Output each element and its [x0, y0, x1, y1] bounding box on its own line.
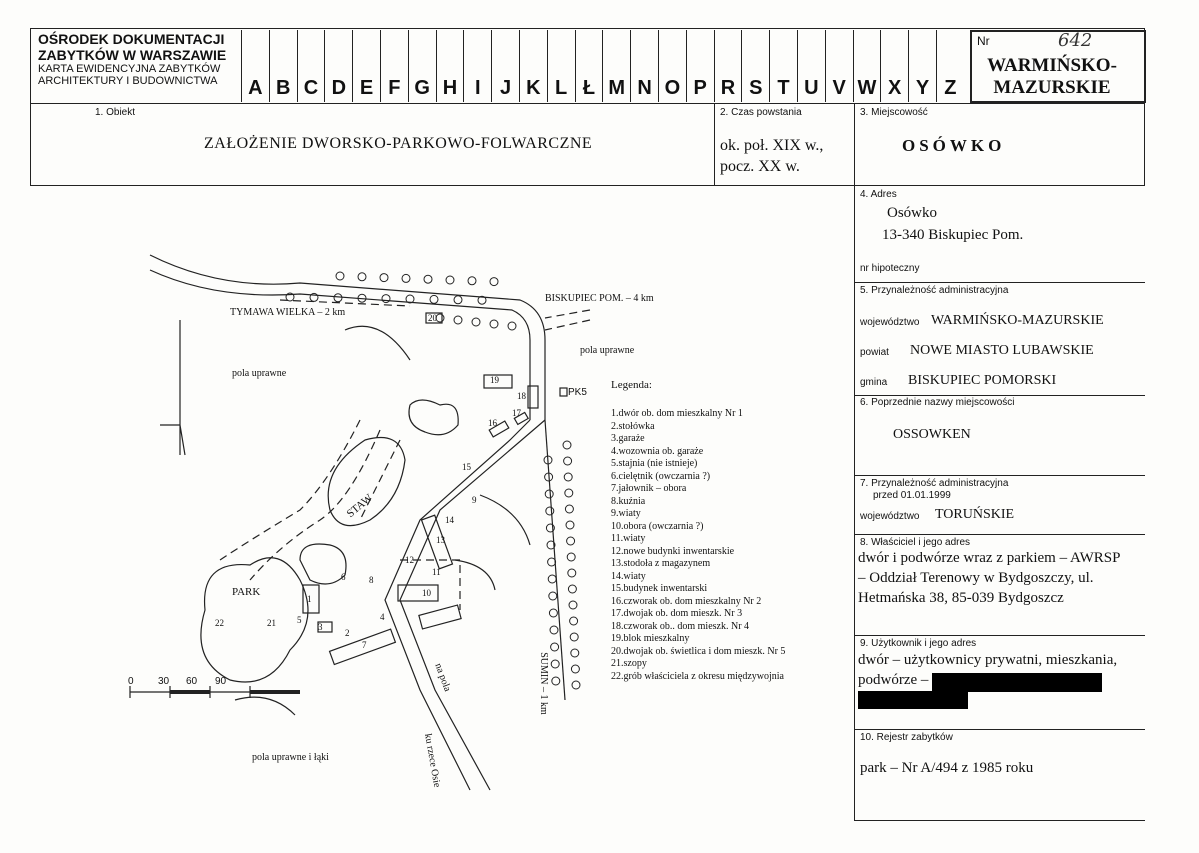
building-number-11: 11 [432, 567, 441, 577]
powiat-value: NOWE MIASTO LUBAWSKIE [910, 343, 1094, 358]
index-letter-P [686, 30, 714, 102]
index-letter-H [436, 30, 464, 102]
legend-item: 1.dwór ob. dom mieszkalny Nr 1 [611, 408, 743, 419]
index-letter-text: A [248, 77, 263, 99]
adres-label: 4. Adres [860, 189, 897, 200]
index-letter-D [324, 30, 352, 102]
tree-marker [571, 665, 579, 673]
legend-item: 8.kuźnia [611, 495, 646, 507]
index-letter-J [491, 30, 519, 102]
divider-9 [854, 635, 1145, 636]
legend-item: 18.czworak ob.. dom mieszk. Nr 4 [611, 620, 750, 632]
building-number-4: 4 [380, 612, 385, 622]
scale-label: 30 [158, 676, 170, 687]
index-letter-V [825, 30, 853, 102]
legend-item: 11.wiaty [611, 533, 646, 544]
index-letter-text: R [720, 77, 736, 99]
header-col-divider-2 [854, 103, 855, 186]
tree-marker [490, 278, 498, 286]
index-letter-Y [908, 30, 936, 102]
index-letter-text: L [555, 77, 568, 99]
wojewodztwo-label: województwo [860, 317, 920, 328]
tree-marker [454, 296, 462, 304]
czas-line1: ok. poł. XIX w., [720, 137, 824, 154]
divider-6 [854, 395, 1145, 396]
tree-marker [567, 537, 575, 545]
index-letter-Ł [575, 30, 603, 102]
adres-line1: Osówko [887, 205, 938, 221]
uzytkownik-line1: dwór – użytkownicy prywatni, mieszkania, [858, 652, 1118, 668]
rejestr-label: 10. Rejestr zabytków [860, 732, 953, 743]
tree-marker [430, 295, 438, 303]
nr-value: 642 [1058, 30, 1093, 51]
przynaleznosc-label: 5. Przynależność administracyjna [860, 285, 1009, 296]
building-number-12: 12 [405, 555, 414, 565]
card-subtitle [38, 63, 243, 87]
road-tymawa [150, 255, 545, 420]
index-letter-text: F [388, 77, 401, 99]
index-letter-S [741, 30, 769, 102]
index-letter-text: X [888, 77, 902, 99]
tree-marker [572, 681, 580, 689]
tree-marker [548, 575, 556, 583]
tree-marker [358, 273, 366, 281]
pola-right-label: pola uprawne [580, 345, 635, 356]
index-letter-text: P [693, 77, 707, 99]
przed1999-label1: 7. Przynależność administracyjna [860, 478, 1009, 489]
card-subtitle-line1: KARTA EWIDENCYJNA ZABYTKÓW [38, 63, 221, 75]
pond [328, 438, 405, 526]
obiekt-value: ZAŁOŻENIE DWORSKO-PARKOWO-FOLWARCZNE [204, 135, 593, 152]
building-10 [419, 605, 461, 629]
tree-marker [565, 489, 573, 497]
tree-marker [436, 314, 444, 322]
tree-marker [564, 473, 572, 481]
index-letter-text: Ł [582, 77, 596, 99]
road-na-pola-label: na pola [432, 661, 453, 694]
tree-marker [551, 660, 559, 668]
legend-item: 12.nowe budynki inwentarskie [611, 545, 735, 557]
building-number-3: 3 [318, 622, 323, 632]
index-letter-text: V [832, 77, 846, 99]
tree-marker [380, 274, 388, 282]
legend-item: 7.jałownik – obora [611, 483, 687, 494]
building-number-14: 14 [445, 515, 454, 525]
tree-marker [549, 592, 557, 600]
legend-item: 21.szopy [611, 658, 647, 669]
index-letter-W [853, 30, 881, 102]
wlasciciel-line2: – Oddział Terenowy w Bydgoszczy, ul. [858, 570, 1094, 586]
index-letter-text: H [442, 77, 458, 99]
poprzednie-label: 6. Poprzednie nazwy miejscowości [860, 397, 1015, 408]
index-letter-text: B [275, 77, 291, 99]
legend-item: 16.czworak ob. dom mieszkalny Nr 2 [611, 595, 762, 607]
tree-marker [402, 274, 410, 282]
building-number-5: 5 [297, 615, 302, 625]
powiat-label: powiat [860, 347, 889, 358]
adres-line2: 13-340 Biskupiec Pom. [882, 227, 1024, 243]
building-number-18: 18 [517, 391, 526, 401]
legend-item: 2.stołówka [611, 420, 655, 432]
wlasciciel-label: 8. Właściciel i jego adres [860, 537, 971, 548]
tree-marker [545, 490, 553, 498]
building-number-13: 13 [436, 535, 445, 545]
alphabet-index [241, 30, 964, 102]
legend-item: 15.budynek inwentarski [611, 583, 708, 594]
road-osa-label: ku rzece Osie [422, 732, 443, 789]
wlasciciel-line3: Hetmańska 38, 85-039 Bydgoszcz [858, 590, 1064, 606]
tree-marker [546, 507, 554, 515]
tree-marker [508, 322, 516, 330]
index-letter-text: O [664, 77, 681, 99]
miejscowosc-label: 3. Miejscowość [860, 107, 928, 118]
czas-label: 2. Czas powstania [720, 107, 802, 118]
index-letter-text: E [359, 77, 374, 99]
tree-marker [564, 457, 572, 465]
tree-marker [334, 294, 342, 302]
legend-title: Legenda: [611, 379, 652, 391]
gmina-label: gmina [860, 377, 888, 388]
index-letter-Z [936, 30, 964, 102]
index-letter-A [241, 30, 269, 102]
legend-item: 6.cielętnik (owczarnia ?) [611, 470, 711, 482]
tree-marker [549, 609, 557, 617]
index-letter-B [269, 30, 297, 102]
rejestr-value: park – Nr A/494 z 1985 roku [860, 760, 1034, 776]
right-column-bottom [854, 820, 1145, 821]
building-number-22: 22 [215, 618, 224, 628]
legend-item: 20.dwojak ob. świetlica i dom mieszk. Nr 5 [611, 645, 786, 657]
index-letter-I [463, 30, 491, 102]
tree-marker [567, 553, 575, 561]
tree-marker [550, 626, 558, 634]
uzytkownik-label: 9. Użytkownik i jego adres [860, 638, 977, 649]
redaction-bar-2 [858, 691, 968, 709]
scale-label: 0 [128, 676, 134, 687]
park-label: PARK [232, 586, 261, 598]
building-number-10: 10 [422, 588, 431, 598]
index-letter-O [658, 30, 686, 102]
header-col-divider-1 [714, 103, 715, 186]
building-number-16: 16 [488, 418, 497, 428]
tree-marker [382, 295, 390, 303]
tree-marker [566, 521, 574, 529]
divider-5 [854, 282, 1145, 283]
index-letter-text: K [526, 77, 541, 99]
przed1999-woj-value: TORUŃSKIE [935, 507, 1015, 522]
nr-hipoteczny-label: nr hipoteczny [860, 263, 920, 274]
gmina-value: BISKUPIEC POMORSKI [908, 373, 1057, 388]
index-letter-text: G [414, 77, 430, 99]
index-letter-F [380, 30, 408, 102]
building-12 [398, 585, 438, 601]
tree-marker [570, 633, 578, 641]
card-subtitle-line2: ARCHITEKTURY I BUDOWNICTWA [38, 75, 218, 87]
pk5 [560, 388, 567, 396]
institution-title-line2: ZABYTKÓW W WARSZAWIE [38, 47, 227, 63]
index-letter-K [519, 30, 547, 102]
divider-10 [854, 729, 1145, 730]
redaction-bar-1 [932, 673, 1102, 692]
region-line1: WARMIŃSKO- [987, 55, 1117, 76]
legend-item: 5.stajnia (nie istnieje) [611, 458, 698, 469]
index-letter-L [547, 30, 575, 102]
index-letter-text: M [608, 77, 626, 99]
road-biskupiec-label: BISKUPIEC POM. – 4 km [545, 293, 654, 304]
tree-marker [568, 569, 576, 577]
tree-marker [454, 316, 462, 324]
index-letter-text: Z [944, 77, 957, 99]
index-letter-R [714, 30, 742, 102]
obiekt-label: 1. Obiekt [95, 107, 136, 118]
index-letter-M [602, 30, 630, 102]
region-name [972, 55, 1132, 99]
wojewodztwo-value: WARMIŃSKO-MAZURSKIE [931, 313, 1104, 328]
legend-item: 22.grób właściciela z okresu międzywojnia [611, 670, 784, 682]
region-line2: MAZURSKIE [993, 77, 1111, 98]
index-letter-text: D [331, 77, 347, 99]
building-number-15: 15 [462, 462, 471, 472]
index-letter-text: I [474, 77, 481, 99]
building-number-19: 19 [490, 375, 499, 385]
index-letter-T [769, 30, 797, 102]
przed1999-woj-label: województwo [860, 511, 920, 522]
pola-left-label: pola uprawne [232, 368, 287, 379]
tree-marker [472, 318, 480, 326]
tree-marker [571, 649, 579, 657]
header-divider [30, 103, 1145, 104]
tree-marker [490, 320, 498, 328]
legend-item: 10.obora (owczarnia ?) [611, 520, 704, 532]
divider-7 [854, 475, 1145, 476]
building-number-1: 1 [307, 594, 312, 604]
tree-marker [570, 617, 578, 625]
legend-item: 3.garaże [611, 433, 645, 444]
tree-marker [551, 643, 559, 651]
tree-marker [563, 441, 571, 449]
legend-item: 17.dwojak ob. dom mieszk. Nr 3 [611, 608, 743, 619]
road-tymawa-label: TYMAWA WIELKA – 2 km [230, 307, 346, 318]
index-letter-text: S [749, 77, 763, 99]
building-number-9: 9 [472, 495, 477, 505]
legend-list [611, 408, 785, 683]
building-number-17: 17 [512, 408, 521, 418]
staw-label: STAW [344, 491, 375, 521]
pola-bottom-label: pola uprawne i łąki [252, 752, 329, 763]
building-number-20: 20 [428, 313, 437, 323]
nr-label: Nr [977, 34, 990, 48]
tree-marker [568, 585, 576, 593]
poprzednie-value: OSSOWKEN [893, 427, 971, 442]
tree-marker [468, 277, 476, 285]
scale-label: 90 [215, 676, 227, 687]
index-letter-X [880, 30, 908, 102]
index-letter-text: U [804, 77, 819, 99]
index-letter-U [797, 30, 825, 102]
institution-title-line1: OŚRODEK DOKUMENTACJI [38, 31, 225, 47]
legend-item: 9.wiaty [611, 508, 641, 519]
index-letter-G [408, 30, 436, 102]
scale-label: 60 [186, 676, 198, 687]
institution-title [38, 31, 243, 63]
index-letter-N [630, 30, 658, 102]
pk5-label: PK5 [568, 387, 587, 398]
building-number-6: 6 [341, 572, 346, 582]
legend-item: 19.blok mieszkalny [611, 633, 690, 644]
index-letter-C [297, 30, 325, 102]
wlasciciel-line1: dwór i podwórze wraz z parkiem – AWRSP [858, 550, 1121, 566]
tree-marker [424, 275, 432, 283]
road-sumin-label: SUMIN – 1 km [537, 652, 549, 715]
index-letter-text: C [303, 77, 319, 99]
tree-marker [446, 276, 454, 284]
legend-item: 13.stodoła z magazynem [611, 558, 711, 569]
legend-item: 14.wiaty [611, 570, 646, 582]
tree-marker [569, 601, 577, 609]
divider-8 [854, 534, 1145, 535]
czas-line2: pocz. XX w. [720, 158, 800, 175]
north-arrow [160, 320, 185, 455]
tree-marker [565, 505, 573, 513]
index-letter-E [352, 30, 380, 102]
uzytkownik-line2: podwórze – [858, 672, 929, 688]
building-number-7: 7 [362, 640, 367, 650]
przed1999-label2: przed 01.01.1999 [873, 490, 951, 501]
building-number-21: 21 [267, 618, 276, 628]
index-letter-text: N [637, 77, 652, 99]
tree-marker [552, 677, 560, 685]
index-letter-text: J [500, 77, 512, 99]
miejscowosc-value: OSÓWKO [902, 136, 1006, 155]
tree-marker [336, 272, 344, 280]
building-number-8: 8 [369, 575, 374, 585]
index-letter-text: T [777, 77, 790, 99]
building-number-2: 2 [345, 628, 350, 638]
index-letter-text: Y [915, 77, 930, 99]
index-letter-text: W [857, 77, 877, 99]
legend-item: 4.wozownia ob. garaże [611, 445, 704, 457]
tree-marker [548, 558, 556, 566]
